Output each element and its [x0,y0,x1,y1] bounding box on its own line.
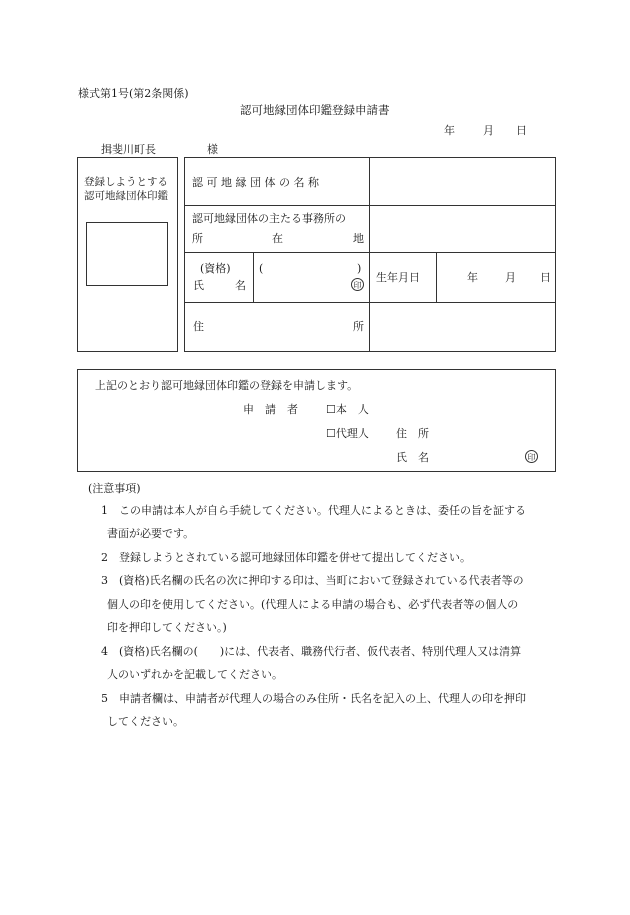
rep-seal-mark: 印 [351,278,364,291]
birth-day-label: 日 [540,271,551,284]
address-label-char2: 所 [353,320,364,333]
address-label-char1: 住 [193,320,204,333]
table-column-divider [369,157,370,352]
rep-name-char2: 名 [235,279,246,292]
addressee: 揖斐川町長 [101,143,156,156]
applicant-label: 申 請 者 [243,403,298,416]
table-row-divider-3 [184,302,556,303]
table-row-divider-1 [184,205,556,206]
note-5-line1: 申請者欄は、申請者が代理人の場合のみ住所・氏名を記入の上、代理人の印を押印 [119,692,526,705]
rep-name-char1: 氏 [193,279,204,292]
office-label-line1: 認可地縁団体の主たる事務所の [192,212,346,225]
note-1-line2: 書面が必要です。 [107,527,195,540]
applicant-agent-checkbox[interactable]: ☐代理人 [326,427,369,440]
date-day-label: 日 [516,124,527,137]
note-3-line2: 個人の印を使用してください。(代理人による申請の場合も、必ず代表者等の個人の [107,598,519,611]
table-row-divider-2 [184,252,556,253]
birth-month-label: 月 [505,271,516,284]
note-3-line1: (資格)氏名欄の氏名の次に押印する印は、当町において登録されている代表者等の [119,574,524,587]
agent-name-label: 氏 名 [396,451,429,464]
note-4-line1: (資格)氏名欄の( )には、代表者、職務代行者、仮代表者、特別代理人又は清算 [119,645,522,658]
rep-paren-close: ) [357,262,362,275]
seal-box-label-line1: 登録しようとする [84,176,168,188]
group-name-field[interactable] [371,159,554,203]
rep-qualification-divider [253,252,254,302]
form-number: 様式第1号(第2条関係) [78,87,189,100]
rep-qualification-label: (資格) [200,262,231,275]
seal-box-label-line2: 認可地縁団体印鑑 [84,190,168,202]
office-label-char3: 地 [353,232,364,245]
note-4-number: 4 [101,645,108,658]
birthdate-field[interactable] [438,254,554,300]
birth-year-label: 年 [467,271,478,284]
agent-address-field[interactable] [440,424,550,442]
office-address-field[interactable] [371,207,554,250]
note-2-number: 2 [101,551,108,564]
birthdate-label: 生年月日 [376,271,420,284]
office-label-char2: 在 [272,232,283,245]
birthdate-divider [436,252,437,302]
agent-name-field[interactable] [440,448,520,466]
notes-heading: (注意事項) [88,482,141,495]
office-label-char1: 所 [192,232,203,245]
date-year-label: 年 [444,124,455,137]
note-1-line1: この申請は本人が自ら手続してください。代理人によるときは、委任の旨を証する [119,504,526,517]
group-name-label: 認 可 地 縁 団 体 の 名 称 [192,176,319,189]
declaration-statement: 上記のとおり認可地縁団体印鑑の登録を申請します。 [95,379,359,392]
addressee-honorific: 様 [207,143,218,156]
rep-name-field[interactable] [258,276,350,298]
rep-paren-open: ( [259,262,264,275]
rep-qualification-field[interactable] [266,258,354,274]
address-field[interactable] [371,304,554,350]
note-4-line2: 人のいずれかを記載してください。 [107,668,283,681]
applicant-self-checkbox[interactable]: ☐本 人 [326,403,369,416]
note-5-number: 5 [101,692,108,705]
agent-seal-mark: 印 [525,450,538,463]
document-title: 認可地縁団体印鑑登録申請書 [240,103,390,117]
note-1-number: 1 [101,504,108,517]
date-month-label: 月 [483,124,494,137]
note-5-line2: してください。 [107,715,184,728]
seal-impression-area[interactable] [86,222,168,286]
note-3-line3: 印を押印してください。) [107,621,227,634]
agent-address-label: 住 所 [396,427,429,440]
note-3-number: 3 [101,574,108,587]
note-2-line1: 登録しようとされている認可地縁団体印鑑を併せて提出してください。 [119,551,471,564]
